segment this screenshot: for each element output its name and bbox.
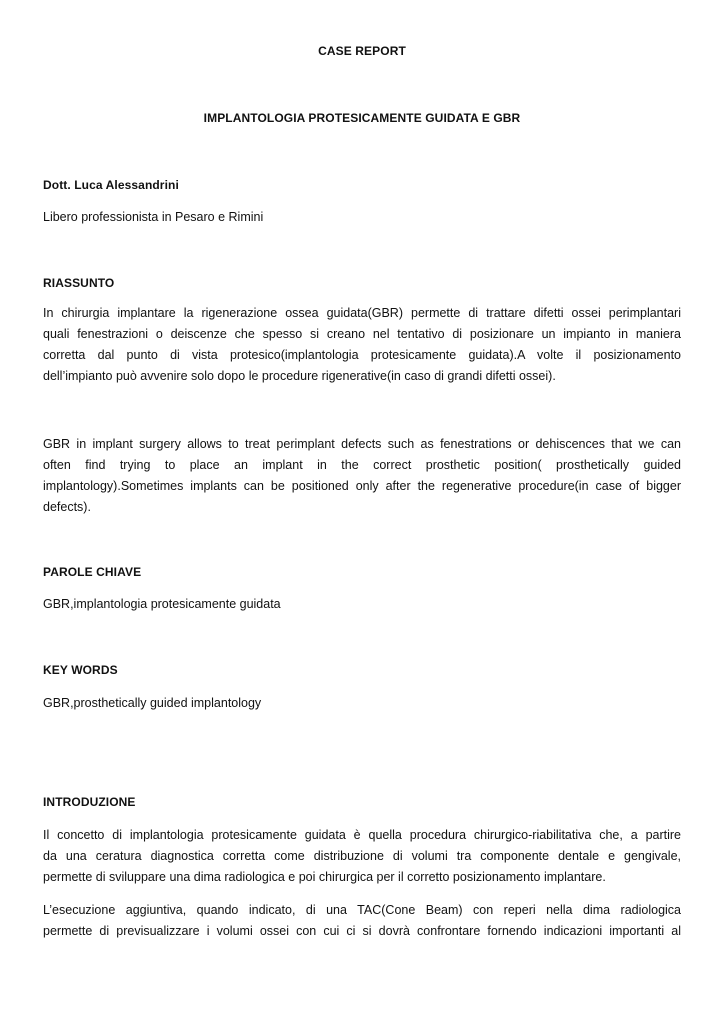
- intro-p2-line-1: L’esecuzione aggiuntiva, quando indicato, di una TAC(Cone Beam) con reperi nella dima radiologica: [43, 903, 681, 917]
- case-report-label: CASE REPORT: [318, 44, 406, 58]
- introduzione-paragraph-2: [43, 900, 681, 942]
- riassunto-paragraph: [43, 303, 681, 387]
- riassunto-line-1: In chirurgia implantare la rigenerazione ossea guidata(GBR) permette di trattare difetti ossei perimplantari: [43, 306, 681, 320]
- intro-p2-line-2: permette di previsualizzare i volumi ossei con cui ci si dovrà confrontare fornendo indicazioni importanti al: [43, 924, 681, 938]
- riassunto-heading: RIASSUNTO: [43, 276, 115, 290]
- intro-p1-line-2: da una ceratura diagnostica corretta come distribuzione di volumi tra componente dentale e gengivale,: [43, 849, 681, 863]
- document-page: [43, 0, 681, 1024]
- key-words-heading: KEY WORDS: [43, 663, 118, 677]
- riassunto-line-2: quali fenestrazioni o deiscenze che spesso si creano nel tentativo di posizionare un impianto in maniera: [43, 327, 681, 341]
- abstract-en-paragraph: [43, 434, 681, 518]
- introduzione-heading: INTRODUZIONE: [43, 795, 136, 809]
- author-name: Dott. Luca Alessandrini: [43, 178, 179, 192]
- abstract-en-line-3: implantology).Sometimes implants can be positioned only after the regenerative procedure(in case of bigger: [43, 479, 681, 493]
- parole-chiave-text: GBR,implantologia protesicamente guidata: [43, 597, 281, 611]
- author-affiliation: Libero professionista in Pesaro e Rimini: [43, 210, 264, 224]
- riassunto-line-3: corretta dal punto di vista protesico(implantologia protesicamente guidata).A volte il posizionamento: [43, 348, 681, 362]
- intro-p1-line-1: Il concetto di implantologia protesicamente guidata è quella procedura chirurgico-riabilitativa che, a partire: [43, 828, 681, 842]
- document-title: IMPLANTOLOGIA PROTESICAMENTE GUIDATA E GBR: [203, 111, 521, 125]
- introduzione-paragraph-1: [43, 825, 681, 888]
- abstract-en-line-2: often find trying to place an implant in the correct prosthetic position( prosthetically guided: [43, 458, 681, 472]
- key-words-text: GBR,prosthetically guided implantology: [43, 696, 262, 710]
- parole-chiave-heading: PAROLE CHIAVE: [43, 565, 142, 579]
- abstract-en-line-4: defects).: [43, 500, 91, 514]
- riassunto-line-4: dell’impianto può avvenire solo dopo le procedure rigenerative(in caso di grandi difetti ossei).: [43, 369, 556, 383]
- abstract-en-line-1: GBR in implant surgery allows to treat perimplant defects such as fenestrations or dehiscences that we can: [43, 437, 681, 451]
- intro-p1-line-3: permette di sviluppare una dima radiologica e poi chirurgica per il corretto posizionamento implantare.: [43, 870, 606, 884]
